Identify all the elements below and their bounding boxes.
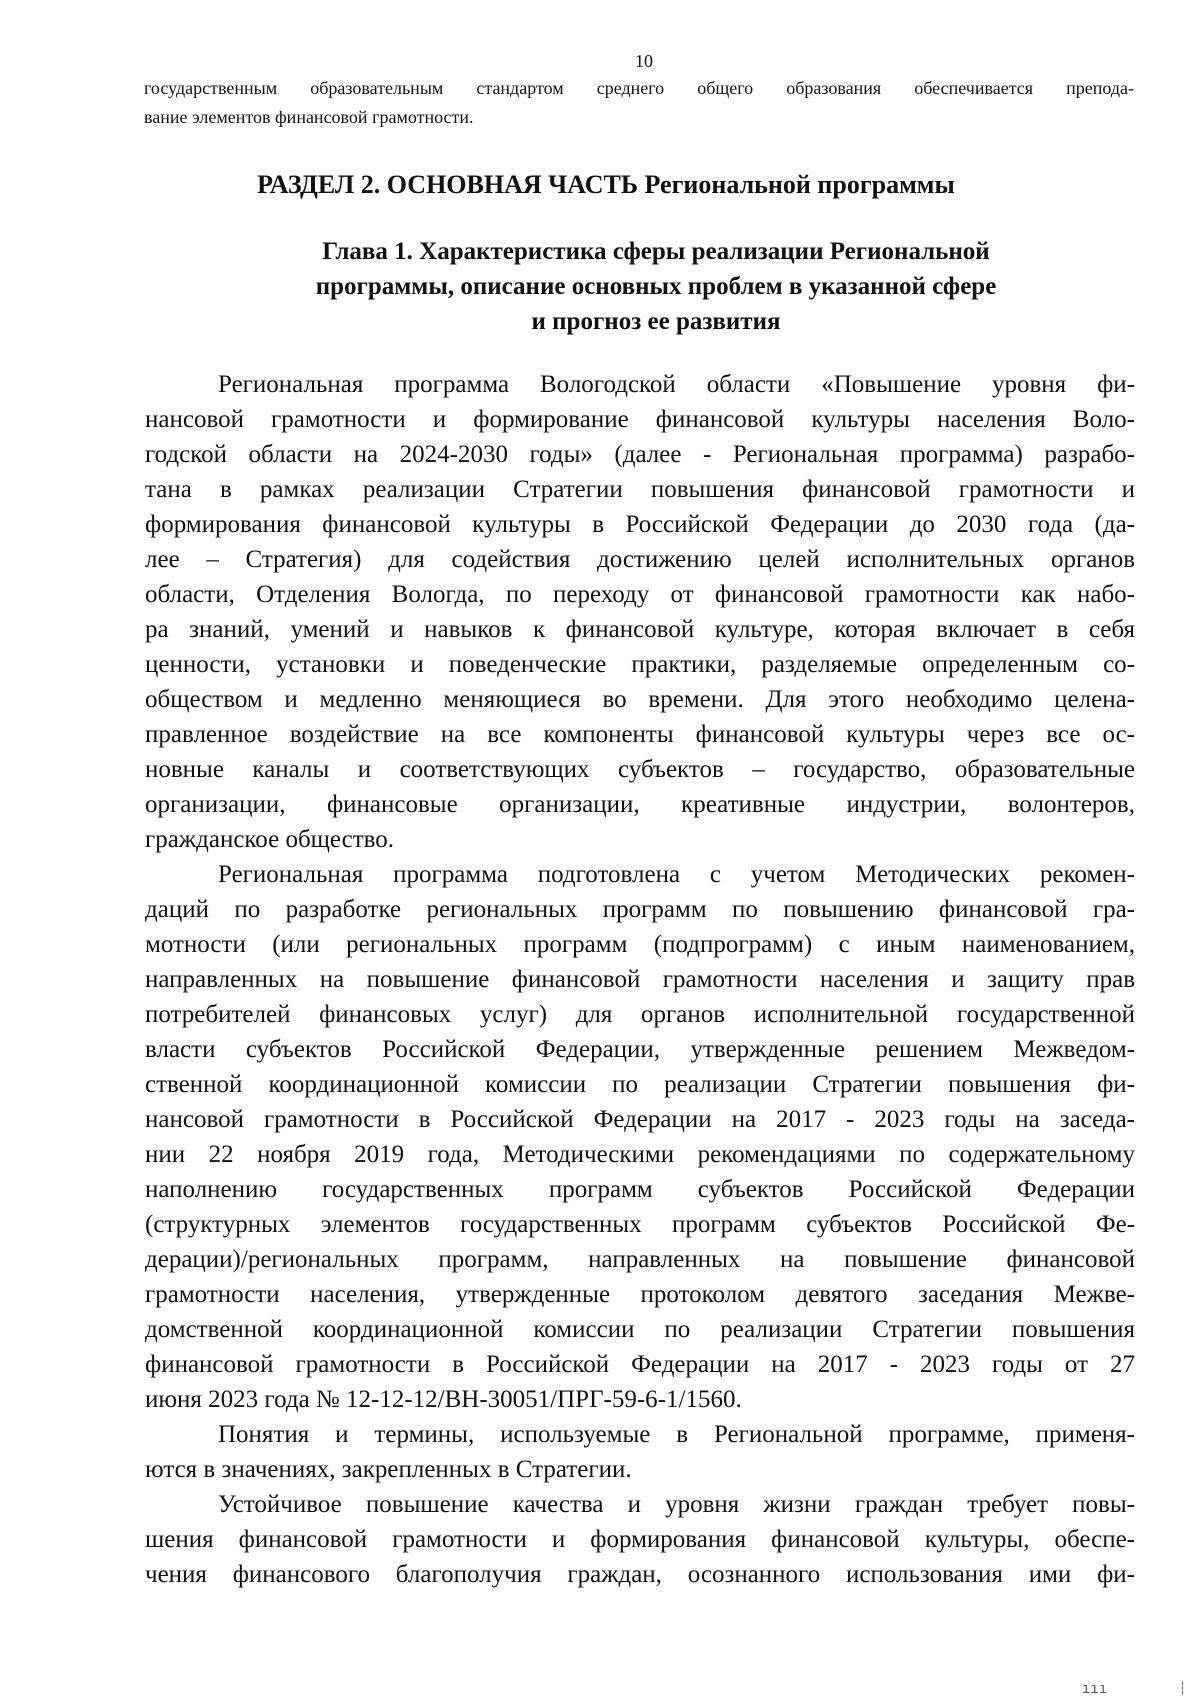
paragraph-line: грамотности населения, утвержденные протоколом девятого заседания Межве- — [145, 1281, 1135, 1308]
section-title: РАЗДЕЛ 2. ОСНОВНАЯ ЧАСТЬ Региональной программы — [257, 170, 955, 199]
paragraph — [145, 1487, 1135, 1592]
paragraph-line: июня 2023 года № 12-12-12/ВН-30051/ПРГ-59-6-1/1560. — [145, 1386, 742, 1413]
paragraph-line: ра знаний, умений и навыков к финансовой культуре, которая включает в себя — [145, 616, 1135, 643]
paragraph-line: направленных на повышение финансовой грамотности населения и защиту прав — [145, 966, 1135, 993]
paragraph-line: ственной координационной комиссии по реализации Стратегии повышения фи- — [145, 1071, 1135, 1098]
paragraph-line: лее – Стратегия) для содействия достижению целей исполнительных органов — [145, 546, 1135, 573]
paragraph-line: нии 22 ноября 2019 года, Методическими рекомендациями по содержательному — [145, 1141, 1135, 1168]
paragraph-line: потребителей финансовых услуг) для органов исполнительной государственной — [145, 1001, 1135, 1028]
paragraph-line: новные каналы и соответствующих субъектов – государство, образовательные — [145, 756, 1135, 783]
paragraph-line: Понятия и термины, используемые в Региональной программе, применя- — [218, 1421, 1135, 1448]
paragraph — [145, 1417, 1135, 1487]
paragraph-line: власти субъектов Российской Федерации, утвержденные решением Межведом- — [145, 1036, 1135, 1063]
scan-marks: ııı — [1082, 1681, 1108, 1697]
paragraph-line: мотности (или региональных программ (подпрограмм) с иным наименованием, — [145, 931, 1135, 958]
paragraph-line: ценности, установки и поведенческие практики, разделяемые определенным со- — [145, 651, 1135, 678]
paragraph-line: организации, финансовые организации, креативные индустрии, волонтеров, — [145, 791, 1135, 818]
page-number: 10 — [635, 51, 653, 71]
body-text — [145, 367, 1135, 1592]
chapter-title-line: и прогноз ее развития — [531, 308, 781, 335]
paragraph-line: формирования финансовой культуры в Российской Федерации до 2030 года (да- — [145, 511, 1135, 538]
paragraph-line: (структурных элементов государственных программ субъектов Российской Фе- — [145, 1211, 1135, 1238]
paragraph-line: наполнению государственных программ субъектов Российской Федерации — [145, 1176, 1135, 1203]
paragraph — [145, 857, 1135, 1417]
paragraph-line: чения финансового благополучия граждан, осознанного использования ими фи- — [145, 1561, 1135, 1588]
paragraph-line: гражданское общество. — [145, 826, 395, 853]
paragraph-line: нансовой грамотности и формирование финансовой культуры населения Воло- — [145, 406, 1135, 433]
paragraph-line: дерации)/региональных программ, направленных на повышение финансовой — [145, 1246, 1135, 1273]
chapter-title-line: Глава 1. Характеристика сферы реализации Региональной — [322, 238, 990, 265]
scan-edge-mark — [1182, 1681, 1183, 1695]
paragraph-line: даций по разработке региональных программ по повышению финансовой гра- — [145, 896, 1135, 923]
paragraph-line: Региональная программа Вологодской области «Повышение уровня фи- — [218, 371, 1135, 398]
preamble-text — [144, 74, 1134, 132]
paragraph-line: шения финансовой грамотности и формирования финансовой культуры, обеспе- — [145, 1526, 1135, 1553]
paragraph-line: ются в значениях, закрепленных в Стратегии. — [145, 1456, 632, 1483]
paragraph-line: домственной координационной комиссии по реализации Стратегии повышения — [145, 1316, 1135, 1343]
paragraph-line: обществом и медленно меняющиеся во времени. Для этого необходимо целена- — [145, 686, 1135, 713]
preamble-line: государственным образовательным стандартом среднего общего образования обеспечивается препода- — [144, 78, 1134, 98]
chapter-title-line: программы, описание основных проблем в указанной сфере — [315, 273, 997, 300]
paragraph-line: правленное воздействие на все компоненты финансовой культуры через все ос- — [145, 721, 1135, 748]
chapter-title — [0, 234, 1200, 339]
paragraph-line: тана в рамках реализации Стратегии повышения финансовой грамотности и — [145, 476, 1135, 503]
paragraph-line: области, Отделения Вологда, по переходу от финансовой грамотности как набо- — [145, 581, 1135, 608]
paragraph-line: Устойчивое повышение качества и уровня жизни граждан требует повы- — [218, 1491, 1135, 1518]
paragraph-line: Региональная программа подготовлена с учетом Методических рекомен- — [218, 861, 1135, 888]
paragraph-line: годской области на 2024-2030 годы» (далее - Региональная программа) разрабо- — [145, 441, 1135, 468]
paragraph-line: нансовой грамотности в Российской Федерации на 2017 - 2023 годы на заседа- — [145, 1106, 1135, 1133]
paragraph-line: финансовой грамотности в Российской Федерации на 2017 - 2023 годы от 27 — [145, 1351, 1135, 1378]
paragraph — [145, 367, 1135, 857]
preamble-line: вание элементов финансовой грамотности. — [144, 107, 474, 127]
